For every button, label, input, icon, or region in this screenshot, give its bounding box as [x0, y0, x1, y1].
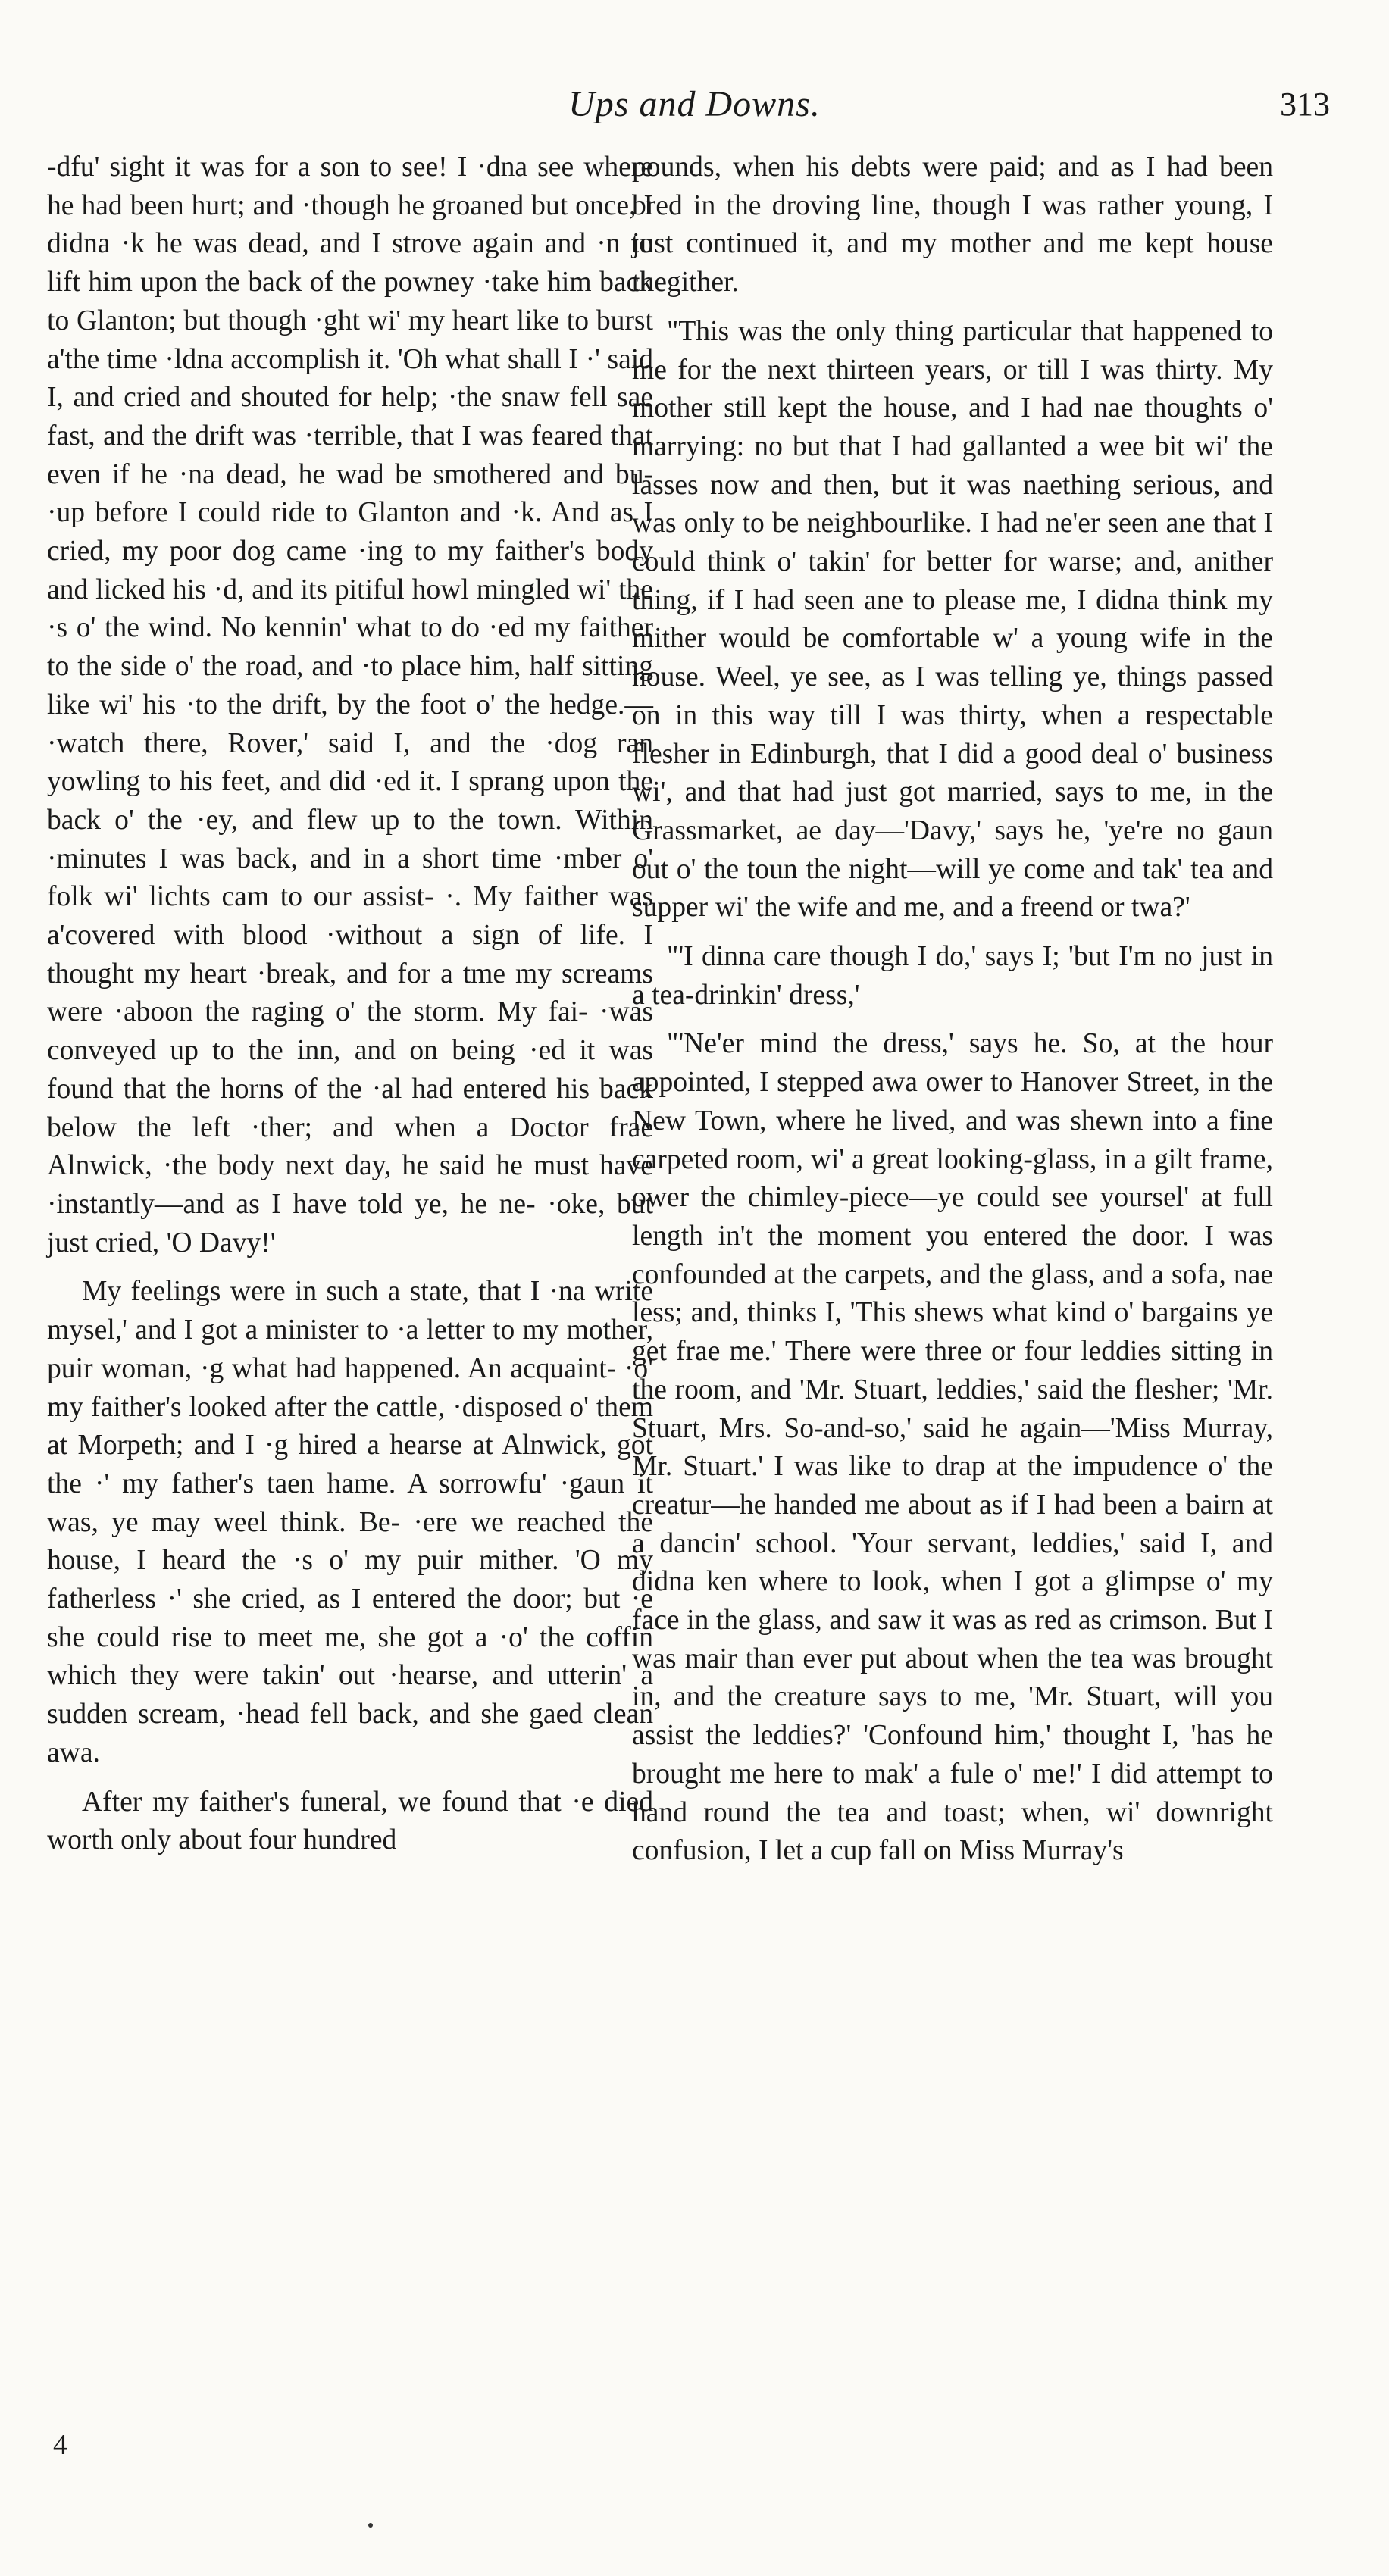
left-paragraph-1: -dfu' sight it was for a son to see! I ·dna see where he had been hurt; and ·though he groaned but once, I didna ·k he was dead, and I strove again and ·n to lift him upon the back of the powney ·take him back to Glanton; but though ·ght wi' my heart like to burst a'the time ·ldna accomplish it. 'Oh what shall I ·' said I, and cried and shouted for help; ·the snaw fell sae fast, and the drift was ·terrible, that I was feared that even if he ·na dead, he wad be smothered and bu- ·up before I could ride to Glanton and ·k. And as I cried, my poor dog came ·ing to my faither's body and licked his ·d, and its pitiful howl mingled wi' the ·s o' the wind. No kennin' what to do ·ed my faither to the side o' the road, and ·to place him, half sitting like wi' his ·to the drift, by the foot o' the hedge.— ·watch there, Rover,' said I, and the ·dog ran yowling to his feet, and did ·ed it. I sprang upon the back o' the ·ey, and flew up to the town. Within ·minutes I was back, and in a short time ·mber o' folk wi' lichts cam to our assist- ·. My faither was a'covered with blood ·without a sign of life. I thought my heart ·break, and for a tme my screams were ·aboon the raging o' the storm. My fai- ·was conveyed up to the inn, and on being ·ed it was found that the horns of the ·al had entered his back below the left ·ther; and when a Doctor frae Alnwick, ·the body next day, he said he must have ·instantly—and as I have told ye, he ne- ·oke, but just cried, 'O Davy!'	[47, 152, 653, 1258]
left-paragraph-2: My feelings were in such a state, that I ·na write mysel,' and I got a minister to ·a letter to my mother, puir woman, ·g what had happened. An acquaint- ·o' my faither's looked after the cattle, ·disposed o' them at Morpeth; and I ·g hired a hearse at Alnwick, got the ·' my father's taen hame. A sorrowfu' ·gaun it was, ye may weel think. Be- ·ere we reached the house, I heard the ·s o' my puir mither. 'O my fatherless ·' she cried, as I entered the door; but ·e she could rise to meet me, she got a ·o' the coffin which they were takin' out ·hearse, and utterin' a sudden scream, ·head fell back, and she gaed clean awa.	[47, 1276, 653, 1768]
right-paragraph-4: "'Ne'er mind the dress,' says he. So, at the hour appointed, I stepped awa ower to Hanover Street, in the New Town, where he lived, and was shewn into a fine carpeted room, wi' a great looking-glass, in a gilt frame, ower the chimley-piece—ye could see yoursel' at full length in't the moment you entered the door. I was confounded at the carpets, and the glass, and a sofa, nae less; and, thinks I, 'This shews what kind o' bargains ye get frae me.' There were three or four leddies sitting in the room, and 'Mr. Stuart, leddies,' said the flesher; 'Mr. Stuart, Mrs. So-and-so,' said he again—'Miss Murray, Mr. Stuart.' I was like to drap at the impudence o' the creatur—he handed me about as if I had been a bairn at a dancin' school. 'Your servant, leddies,' said I, and didna ken where to look, when I got a glimpse o' my face in the glass, and saw it was as red as crimson. But I was mair than ever put about when the tea was brought in, and the creature says to me, 'Mr. Stuart, will you assist the leddies?' 'Confound him,' thought I, 'has he brought me here to mak' a fule o' me!' I did attempt to hand round the tea and toast; when, wi' downright confusion, I let a cup fall on Miss Murray's	[632, 1028, 1273, 1867]
left-column	[47, 148, 653, 1871]
print-dot	[368, 2523, 373, 2528]
signature-mark: 4	[53, 2429, 67, 2461]
page-number: 313	[1280, 86, 1330, 123]
right-column	[632, 148, 1273, 1881]
right-paragraph-1: pounds, when his debts were paid; and as I had been bred in the droving line, though I was rather young, I just continued it, and my mother and me kept house thegither.	[632, 152, 1273, 299]
left-paragraph-3: After my faither's funeral, we found that ·e died worth only about four hundred	[47, 1786, 653, 1856]
page-header	[0, 83, 1389, 144]
right-paragraph-2: "This was the only thing particular that happened to me for the next thirteen years, or till I was thirty. My mother still kept the house, and I had nae thoughts o' marrying: no but that I had gallanted a wee bit wi' the lasses now and then, but it was naething serious, and was only to be neighbourlike. I had ne'er seen ane that I could think o' takin' for better for warse; and, anither thing, if I had seen ane to please me, I didna think my mither would be comfortable w' a young wife in the house. Weel, ye see, as I was telling ye, things passed on in this way till I was thirty, when a respectable flesher in Edinburgh, that I did a good deal o' business wi', and that had just got married, says to me, in the Grassmarket, ae day—'Davy,' says he, 'ye're no gaun out o' the toun the night—will ye come and tak' tea and supper wi' the wife and me, and a freend or twa?'	[632, 315, 1273, 924]
running-title: Ups and Downs.	[568, 84, 821, 124]
right-paragraph-3: "'I dinna care though I do,' says I; 'but I'm no just in a tea-drinkin' dress,'	[632, 941, 1273, 1011]
